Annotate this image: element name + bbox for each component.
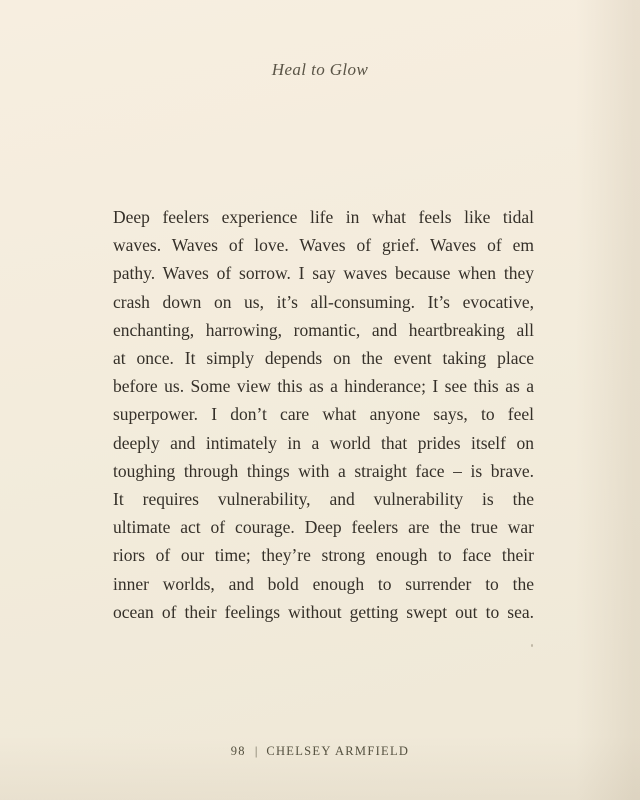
body-line-text: enchanting, harrowing, romantic, and heartbreaking all — [113, 319, 534, 340]
body-line — [113, 429, 534, 457]
body-line-text: deeply and intimately in a world that prides itself on — [113, 432, 534, 453]
body-line-text: superpower. I don’t care what anyone says, to feel — [113, 404, 534, 425]
body-line-text: waves. Waves of love. Waves of grief. Waves of em — [113, 235, 534, 256]
body-line — [113, 344, 534, 372]
body-line-text: crash down on us, it’s all-consuming. It’s evocative, — [113, 291, 534, 312]
body-line — [113, 231, 534, 259]
body-line — [113, 372, 534, 400]
body-line-text: It requires vulnerability, and vulnerability is the — [113, 489, 534, 510]
body-line-text: ultimate act of courage. Deep feelers are the true war — [113, 517, 534, 538]
footer-separator: | — [254, 744, 258, 758]
body-line — [113, 598, 534, 626]
body-line — [113, 316, 534, 344]
page-footer — [0, 742, 640, 760]
body-line-text: inner worlds, and bold enough to surrender to the — [113, 573, 534, 594]
body-line-text: Deep feelers experience life in what feels like tidal — [113, 207, 534, 227]
page-number: 98 — [230, 744, 246, 758]
body-line — [113, 485, 534, 513]
body-line — [113, 259, 534, 287]
body-line-text: pathy. Waves of sorrow. I say waves because when they — [113, 263, 534, 284]
body-line-text: toughing through things with a straight face – is brave. — [113, 460, 534, 481]
body-line — [113, 400, 534, 428]
body-line-text: ocean of their feelings without getting swept out to sea. — [113, 601, 534, 622]
body-line-text: before us. Some view this as a hinderance; I see this as a — [113, 376, 534, 397]
running-head-title: Heal to Glow — [271, 60, 369, 79]
body-line — [113, 457, 534, 485]
author-name: CHELSEY ARMFIELD — [266, 744, 410, 758]
body-line — [113, 513, 534, 541]
body-paragraph — [113, 203, 534, 626]
body-line-text: at once. It simply depends on the event taking place — [113, 348, 534, 369]
body-line — [113, 203, 534, 231]
body-line — [113, 570, 534, 598]
body-line — [113, 541, 534, 569]
paper-speck-artifact — [531, 644, 533, 647]
body-line — [113, 288, 534, 316]
body-line-text: riors of our time; they’re strong enough to face their — [113, 545, 534, 566]
